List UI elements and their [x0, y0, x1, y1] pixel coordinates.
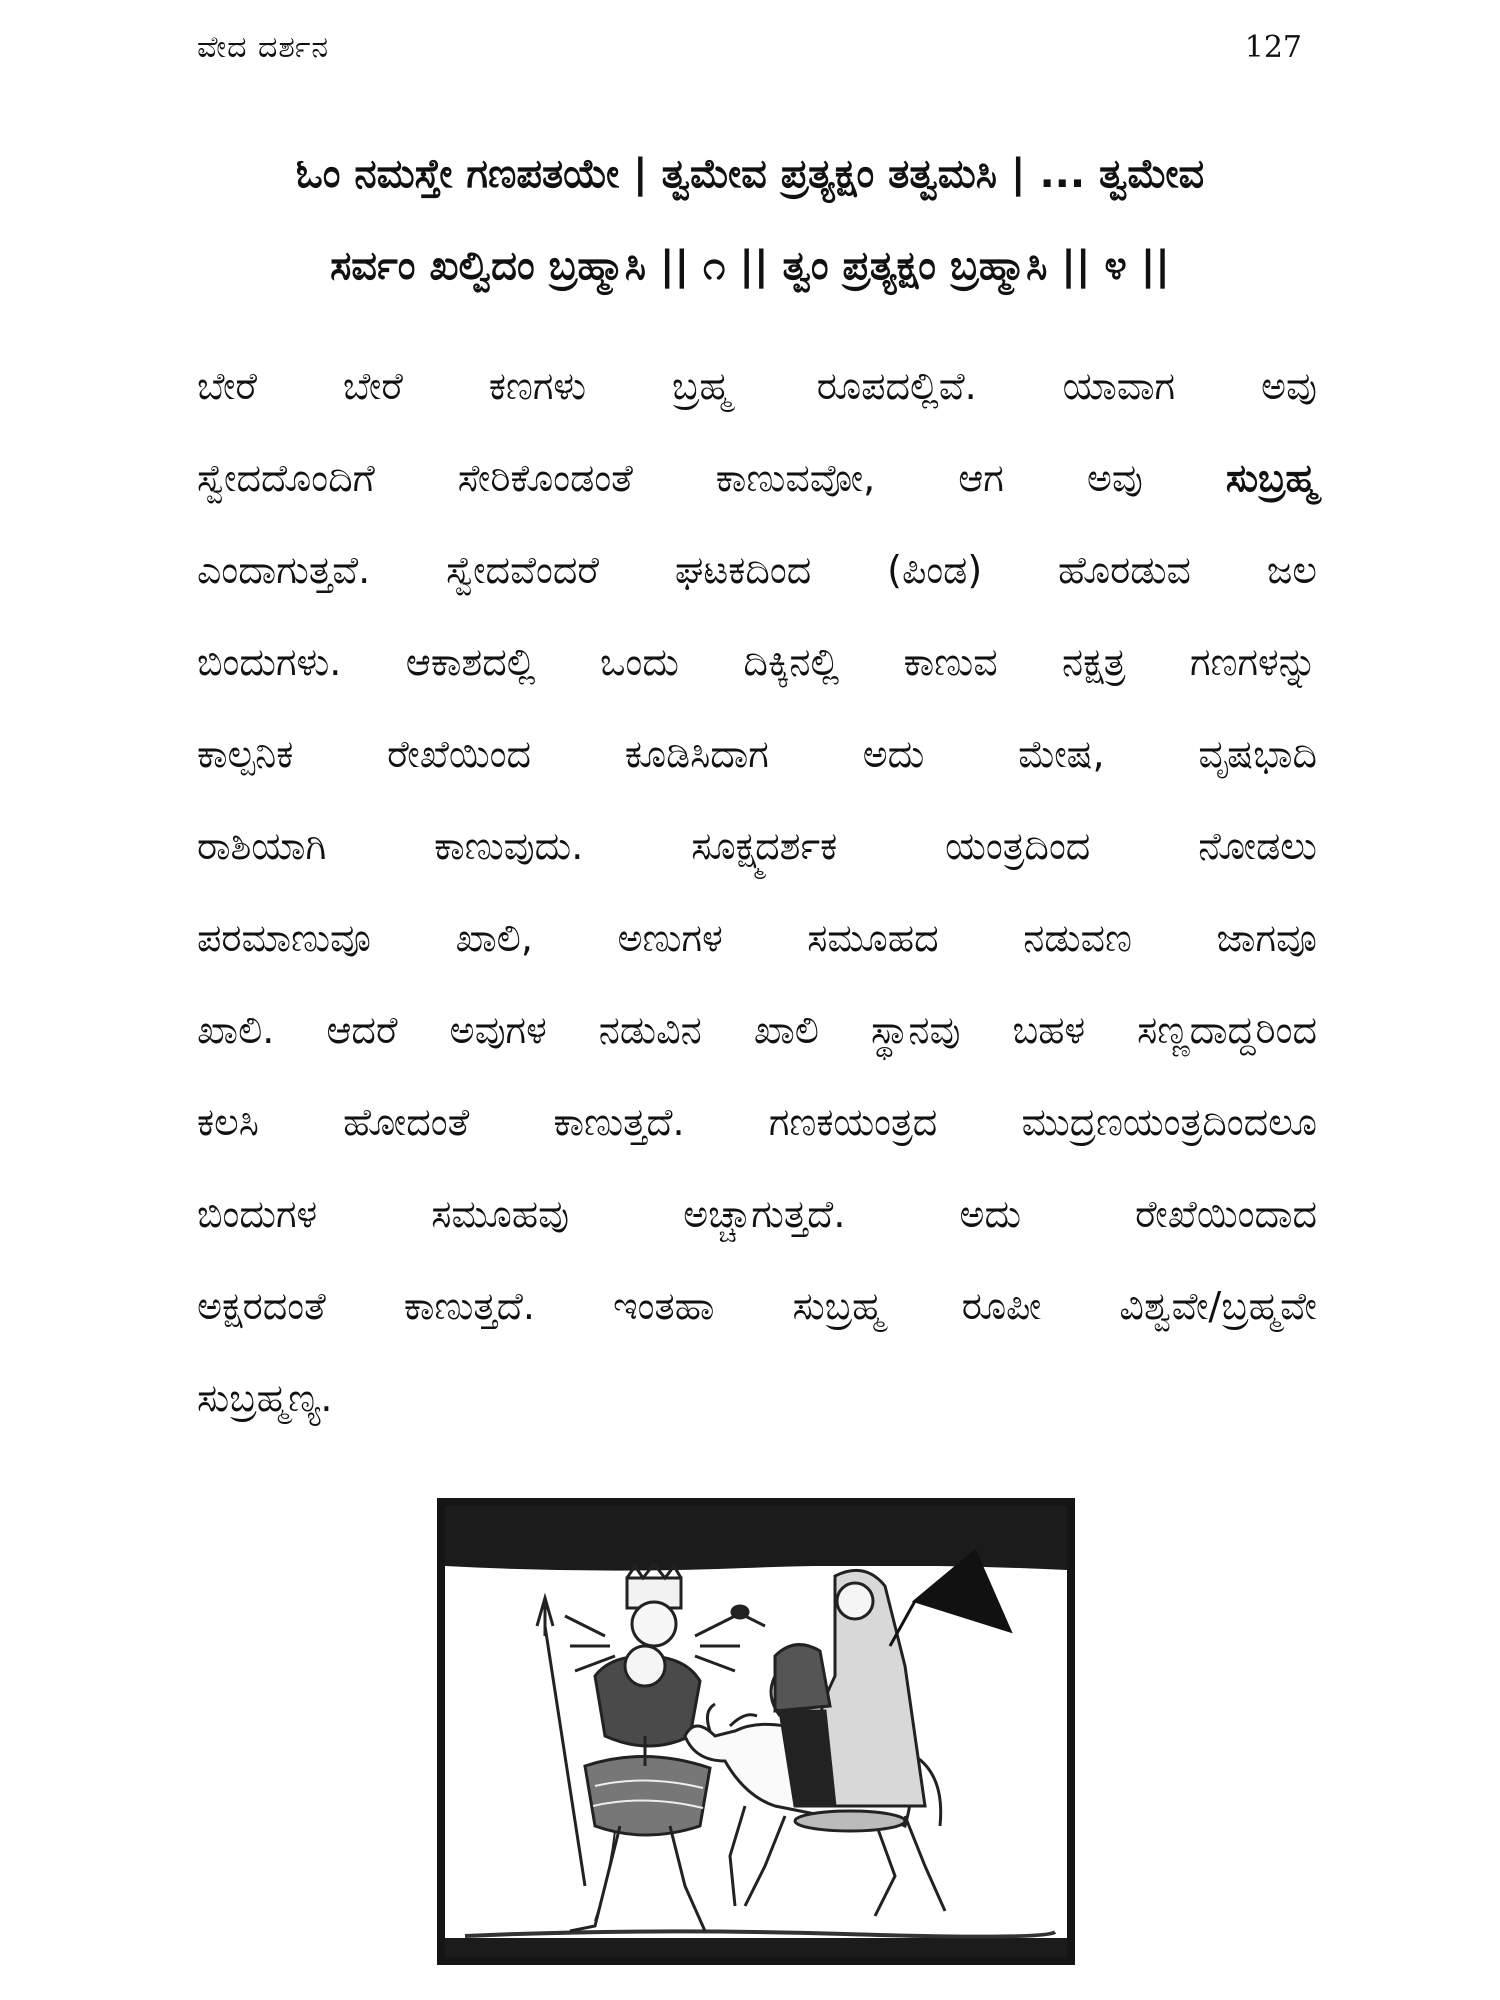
body-line-11: ಅಕ್ಷರದಂತೆ ಕಾಣುತ್ತದೆ. ಇಂತಹಾ ಸುಬ್ರಹ್ಮ ರೂಪೀ ವಿಶ್ವವೇ/ಬ್ರಹ್ಮವೇ [197, 1284, 1317, 1328]
body-paragraph [197, 340, 1317, 1444]
mantra-line-2: ಸರ್ವಂ ಖಲ್ವಿದಂ ಬ್ರಹ್ಮಾಸಿ || ೧ || ತ್ವಂ ಪ್ರತ್ಯಕ್ಷಂ ಬ್ರಹ್ಮಾಸಿ || ೪ || [330, 243, 1170, 289]
body-line-2 [197, 432, 1317, 524]
body-line-2-text: ಸ್ವೇದದೊಂದಿಗೆ ಸೇರಿಕೊಂಡಂತೆ ಕಾಣುವವೋ, ಆಗ ಅವು [197, 456, 1143, 500]
body-line-9: ಕಲಸಿ ಹೋದಂತೆ ಕಾಣುತ್ತದೆ. ಗಣಕಯಂತ್ರದ ಮುದ್ರಣಯಂತ್ರದಿಂದಲೂ [197, 1100, 1317, 1144]
mantra-line-1: ಓಂ ನಮಸ್ತೇ ಗಣಪತಯೇ | ತ್ವಮೇವ ಪ್ರತ್ಯಕ್ಷಂ ತತ್ವಮಸಿ | ... ತ್ವಮೇವ [295, 151, 1205, 197]
body-line-7: ಪರಮಾಣುವೂ ಖಾಲಿ, ಅಣುಗಳ ಸಮೂಹದ ನಡುವಣ ಜಾಗವೂ [197, 916, 1317, 960]
body-line-2-emphasis: ಸುಬ್ರಹ್ಮ [1225, 456, 1317, 500]
running-title: ವೇದ ದರ್ಶನ [197, 30, 330, 65]
body-line-1: ಬೇರೆ ಬೇರೆ ಕಣಗಳು ಬ್ರಹ್ಮ ರೂಪದಲ್ಲಿವೆ. ಯಾವಾಗ ಅವು [197, 364, 1317, 408]
body-line-12: ಸುಬ್ರಹ್ಮಣ್ಯ. [197, 1376, 333, 1420]
body-line-5: ಕಾಲ್ಪನಿಕ ರೇಖೆಯಿಂದ ಕೂಡಿಸಿದಾಗ ಅದು ಮೇಷ, ವೃಷಭಾದಿ [197, 732, 1317, 776]
body-line-3: ಎಂದಾಗುತ್ತವೆ. ಸ್ವೇದವೆಂದರೆ ಘಟಕದಿಂದ (ಪಿಂಡ) ಹೊರಡುವ ಜಲ [197, 548, 1317, 592]
mantra-block [190, 128, 1310, 312]
body-line-4: ಬಿಂದುಗಳು. ಆಕಾಶದಲ್ಲಿ ಒಂದು ದಿಕ್ಕಿನಲ್ಲಿ ಕಾಣುವ ನಕ್ಷತ್ರ ಗಣಗಳನ್ನು [197, 640, 1317, 684]
ground-band [445, 1938, 1067, 1957]
body-line-10: ಬಿಂದುಗಳ ಸಮೂಹವು ಅಚ್ಚಾಗುತ್ತದೆ. ಅದು ರೇಖೆಯಿಂದಾದ [197, 1192, 1317, 1236]
illustration-image [445, 1506, 1067, 1957]
illustration-frame [437, 1498, 1075, 1965]
body-line-8: ಖಾಲಿ. ಆದರೆ ಅವುಗಳ ನಡುವಿನ ಖಾಲಿ ಸ್ಥಾನವು ಬಹಳ ಸಣ್ಣದಾದ್ದರಿಂದ [197, 1008, 1317, 1052]
page-number: 127 [1244, 30, 1302, 65]
body-line-6: ರಾಶಿಯಾಗಿ ಕಾಣುವುದು. ಸೂಕ್ಷ್ಮದರ್ಶಕ ಯಂತ್ರದಿಂದ ನೋಡಲು [197, 824, 1317, 868]
